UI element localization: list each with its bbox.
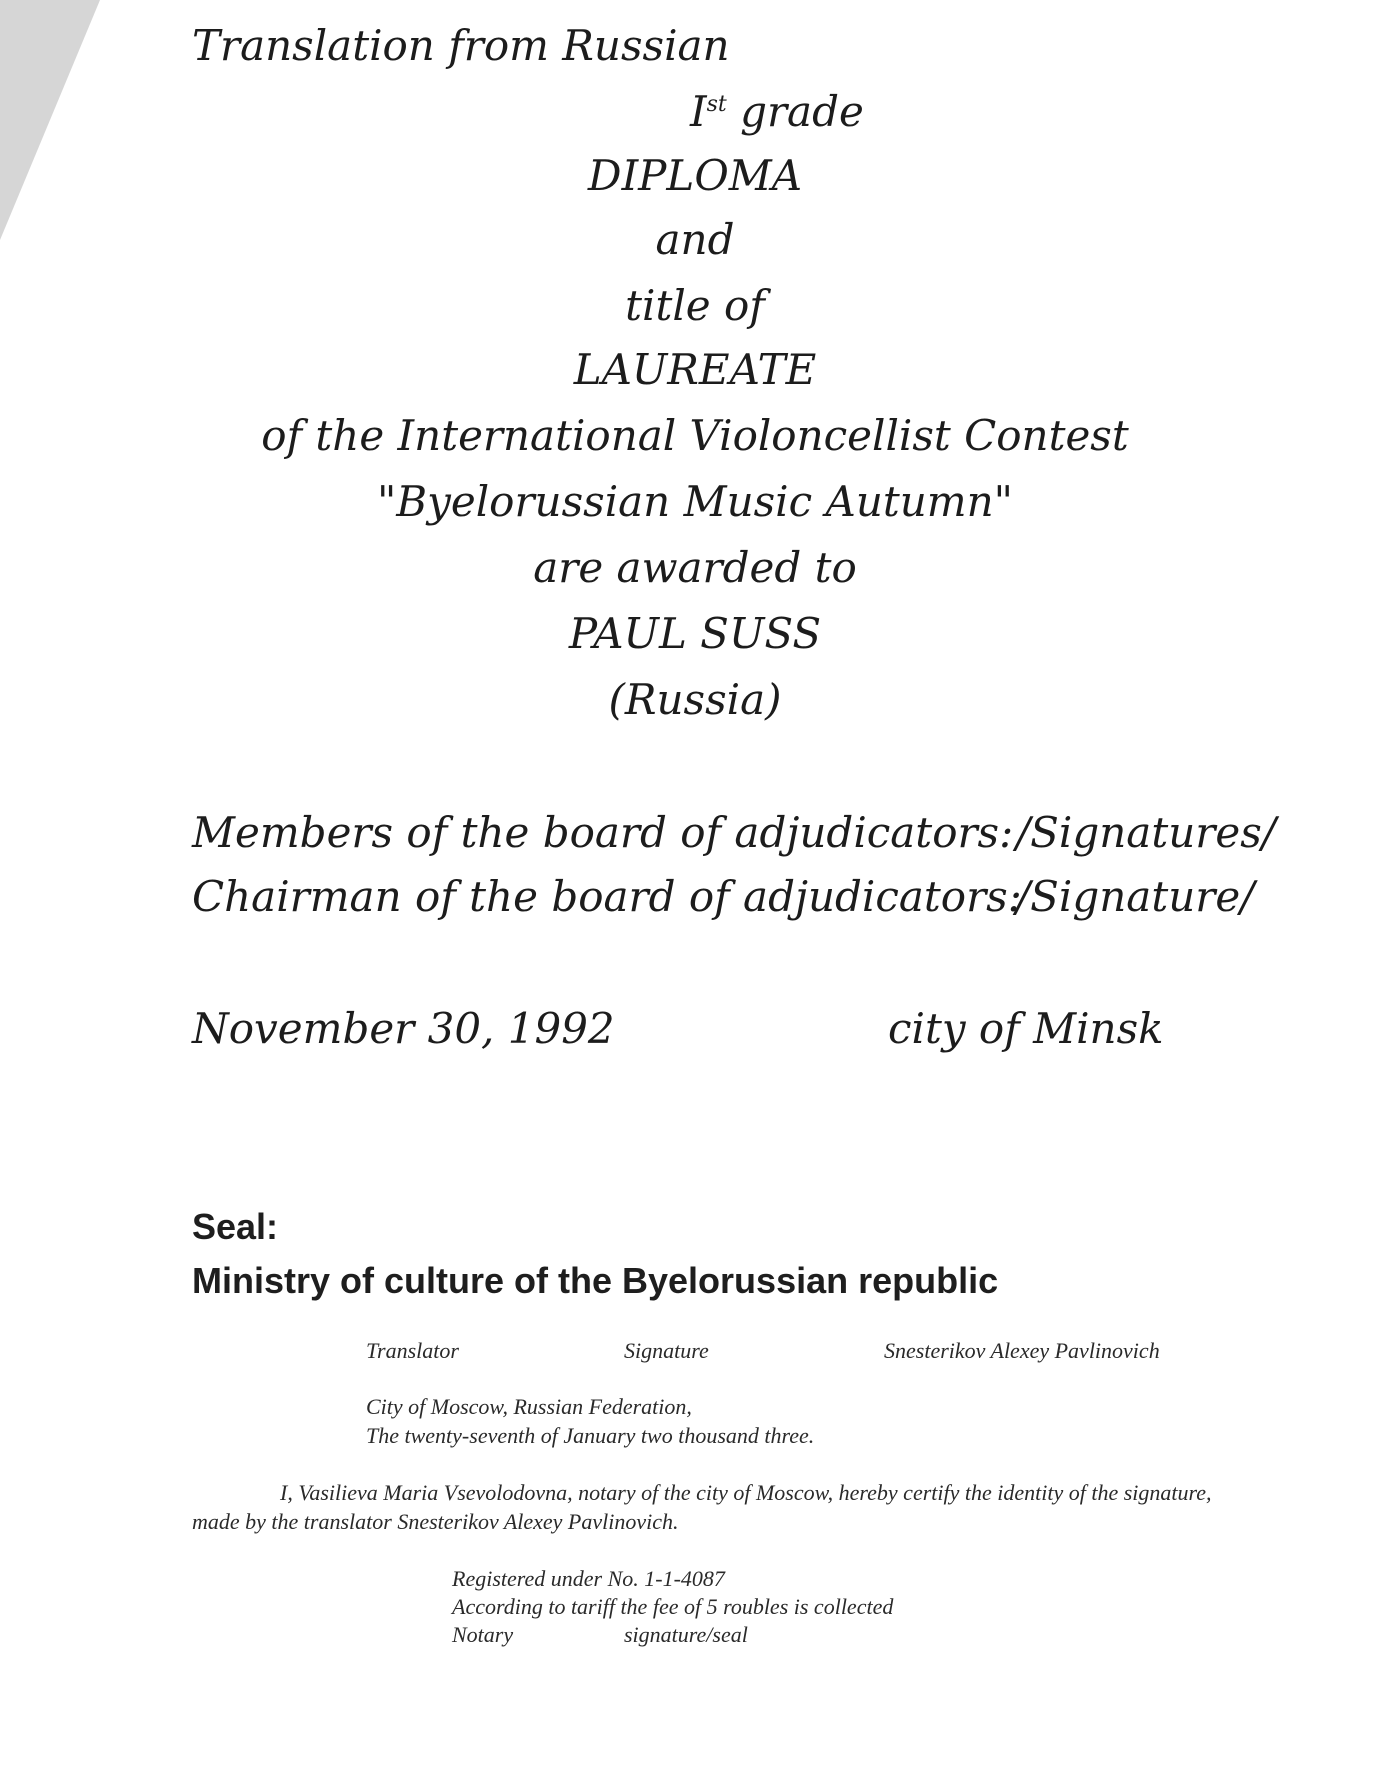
board-chairman-label: Chairman of the board of adjudicators: bbox=[192, 872, 1022, 921]
translator-date: The twenty-seventh of January two thousand three. bbox=[366, 1423, 815, 1448]
board-chairman-signature: /Signature/ bbox=[1016, 872, 1255, 921]
diploma-contest: of the International Violoncellist Contest bbox=[261, 411, 1129, 460]
translator-name: Snesterikov Alexey Pavlinovich bbox=[884, 1338, 1160, 1363]
diploma-laureate: LAUREATE bbox=[573, 345, 817, 394]
diploma-recipient: PAUL SUSS bbox=[568, 609, 822, 658]
notary-certify-line1: I, Vasilieva Maria Vsevolodovna, notary of the city of Moscow, hereby certify the identity of the signature, bbox=[280, 1480, 1212, 1505]
diploma-and: and bbox=[655, 215, 735, 264]
translator-role: Translator bbox=[366, 1338, 459, 1363]
translation-note: Translation from Russian bbox=[192, 21, 730, 70]
translator-location: City of Moscow, Russian Federation, bbox=[366, 1394, 692, 1419]
grade-suffix: st bbox=[706, 92, 727, 117]
notary-certify-line2: made by the translator Snesterikov Alexey Pavlinovich. bbox=[192, 1509, 679, 1534]
diploma-date: November 30, 1992 bbox=[192, 1004, 615, 1053]
diploma-awarded: are awarded to bbox=[533, 543, 857, 592]
diploma-contest-name: "Byelorussian Music Autumn" bbox=[376, 477, 1013, 526]
grade-number: I bbox=[690, 87, 707, 136]
diploma-grade bbox=[690, 88, 864, 136]
diploma-city: city of Minsk bbox=[888, 1004, 1164, 1053]
notary-signature-seal: signature/seal bbox=[624, 1622, 748, 1647]
page-fold-shadow bbox=[0, 0, 100, 240]
seal-label: Seal: bbox=[192, 1206, 279, 1247]
notary-fee: According to tariff the fee of 5 roubles is collected bbox=[452, 1594, 894, 1619]
diploma-country: (Russia) bbox=[608, 675, 782, 724]
translator-signature: Signature bbox=[624, 1338, 709, 1363]
notary-label: Notary bbox=[452, 1622, 514, 1647]
diploma-title-of: title of bbox=[625, 281, 765, 330]
board-members-signatures: /Signatures/ bbox=[1016, 808, 1276, 857]
grade-word: grade bbox=[726, 87, 864, 136]
notary-registered: Registered under No. 1-1-4087 bbox=[452, 1566, 725, 1591]
seal-text: Ministry of culture of the Byelorussian republic bbox=[192, 1260, 999, 1301]
board-members-label: Members of the board of adjudicators: bbox=[192, 808, 1014, 857]
diploma-title: DIPLOMA bbox=[587, 151, 803, 200]
